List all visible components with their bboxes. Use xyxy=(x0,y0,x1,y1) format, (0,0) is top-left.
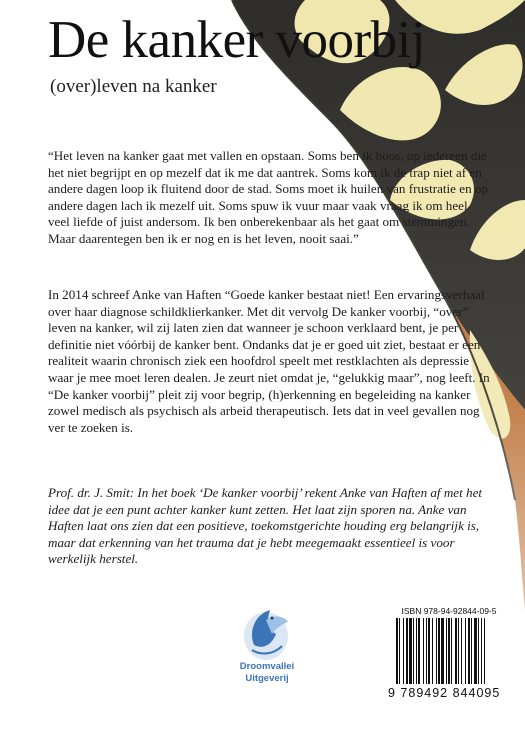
barcode-bar xyxy=(474,618,477,684)
review-paragraph: Prof. dr. J. Smit: In het boek ‘De kanker voorbij’ rekent Anke van Haften af met het idee dat je een punt achter kanker kunt zetten. Het laat zijn sporen na. Anke van Haften laat ons zien dat een positieve, toekomstgerichte houding erg belangrijk is, maar dat erkenning van het trauma dat je hebt meegemaakt essentieel is voor werkelijk herstel. xyxy=(48,485,483,567)
publisher-name-line2: Uitgeverij xyxy=(245,673,289,684)
isbn-label: ISBN 978-94-92844-09-5 xyxy=(401,606,497,616)
barcode-bar xyxy=(478,618,479,684)
barcode-bar xyxy=(396,618,398,684)
barcode-bar xyxy=(446,618,447,684)
barcode-bar xyxy=(451,618,452,684)
book-subtitle: (over)leven na kanker xyxy=(50,76,217,97)
barcode-bar xyxy=(455,618,457,684)
barcode-bar xyxy=(413,618,414,684)
barcode-bar xyxy=(471,618,472,684)
barcode-bar xyxy=(428,618,430,684)
barcode-bar xyxy=(484,618,485,684)
barcode-bar xyxy=(465,618,466,684)
barcode-bar xyxy=(399,618,400,684)
barcode-bar xyxy=(423,618,424,684)
barcode-bar xyxy=(438,618,440,684)
barcode-bar xyxy=(458,618,459,684)
barcode-bar xyxy=(461,618,462,684)
barcode-bar xyxy=(409,618,412,684)
barcode-bar xyxy=(448,618,450,684)
barcode-bar xyxy=(403,618,404,684)
barcode-bar xyxy=(436,618,437,684)
book-title: De kanker voorbij xyxy=(48,11,426,69)
barcode-digits: 9 789492 844095 xyxy=(388,686,501,700)
publisher-name-line1: Droomvallei xyxy=(239,661,295,672)
barcode-bar xyxy=(418,618,420,684)
barcode-bar xyxy=(406,618,408,684)
barcode-bar xyxy=(426,618,427,684)
quote-paragraph: “Het leven na kanker gaat met vallen en opstaan. Soms ben ik boos, op iedereen die het niet begrijpt en op mezelf dat ik me dat aantrek. Soms kom ik de trap niet af en andere dagen loop ik fluitend door de stad. Soms moet ik huilen van frustratie en op andere dagen lach ik mezelf uit. Soms spuw ik vuur maar vaak vraag ik om heel veel liefde of juist andersom. Ik ben onberekenbaar als het gaat om stemmingen. Maar daarentegen ben ik er nog en is het leven, nooit saai.” xyxy=(48,148,488,246)
description-paragraph: In 2014 schreef Anke van Haften “Goede kanker bestaat niet! Een ervaringsverhaal over haar diagnose schildklierkanker. Met dit vervolg De kanker voorbij, “over” leven na kanker, wil zij laten zien dat wanneer je schoon verklaard bent, je per definitie niet vóórbij de kanker bent. Ondanks dat je er goed uit ziet, bestaat er een realiteit waarin chronisch ziek een hoofdrol speelt met restklachten als depressie waar je mee moet leren dealen. Je zeurt niet omdat je, “gelukkig maar”, nog leeft. In “De kanker voorbij” pleit zij voor begrip, (h)erkenning en begeleiding na kanker zowel medisch als psychisch als arbeid therapeutisch. Iets dat in veel gevallen nog ver te zoeken is. xyxy=(48,287,490,435)
barcode-bar xyxy=(441,618,444,684)
barcode-bar xyxy=(468,618,470,684)
barcode-bar xyxy=(416,618,417,684)
barcode-bars xyxy=(396,618,508,686)
isbn-barcode xyxy=(388,600,518,708)
barcode-bar xyxy=(432,618,433,684)
barcode-bar xyxy=(481,618,482,684)
